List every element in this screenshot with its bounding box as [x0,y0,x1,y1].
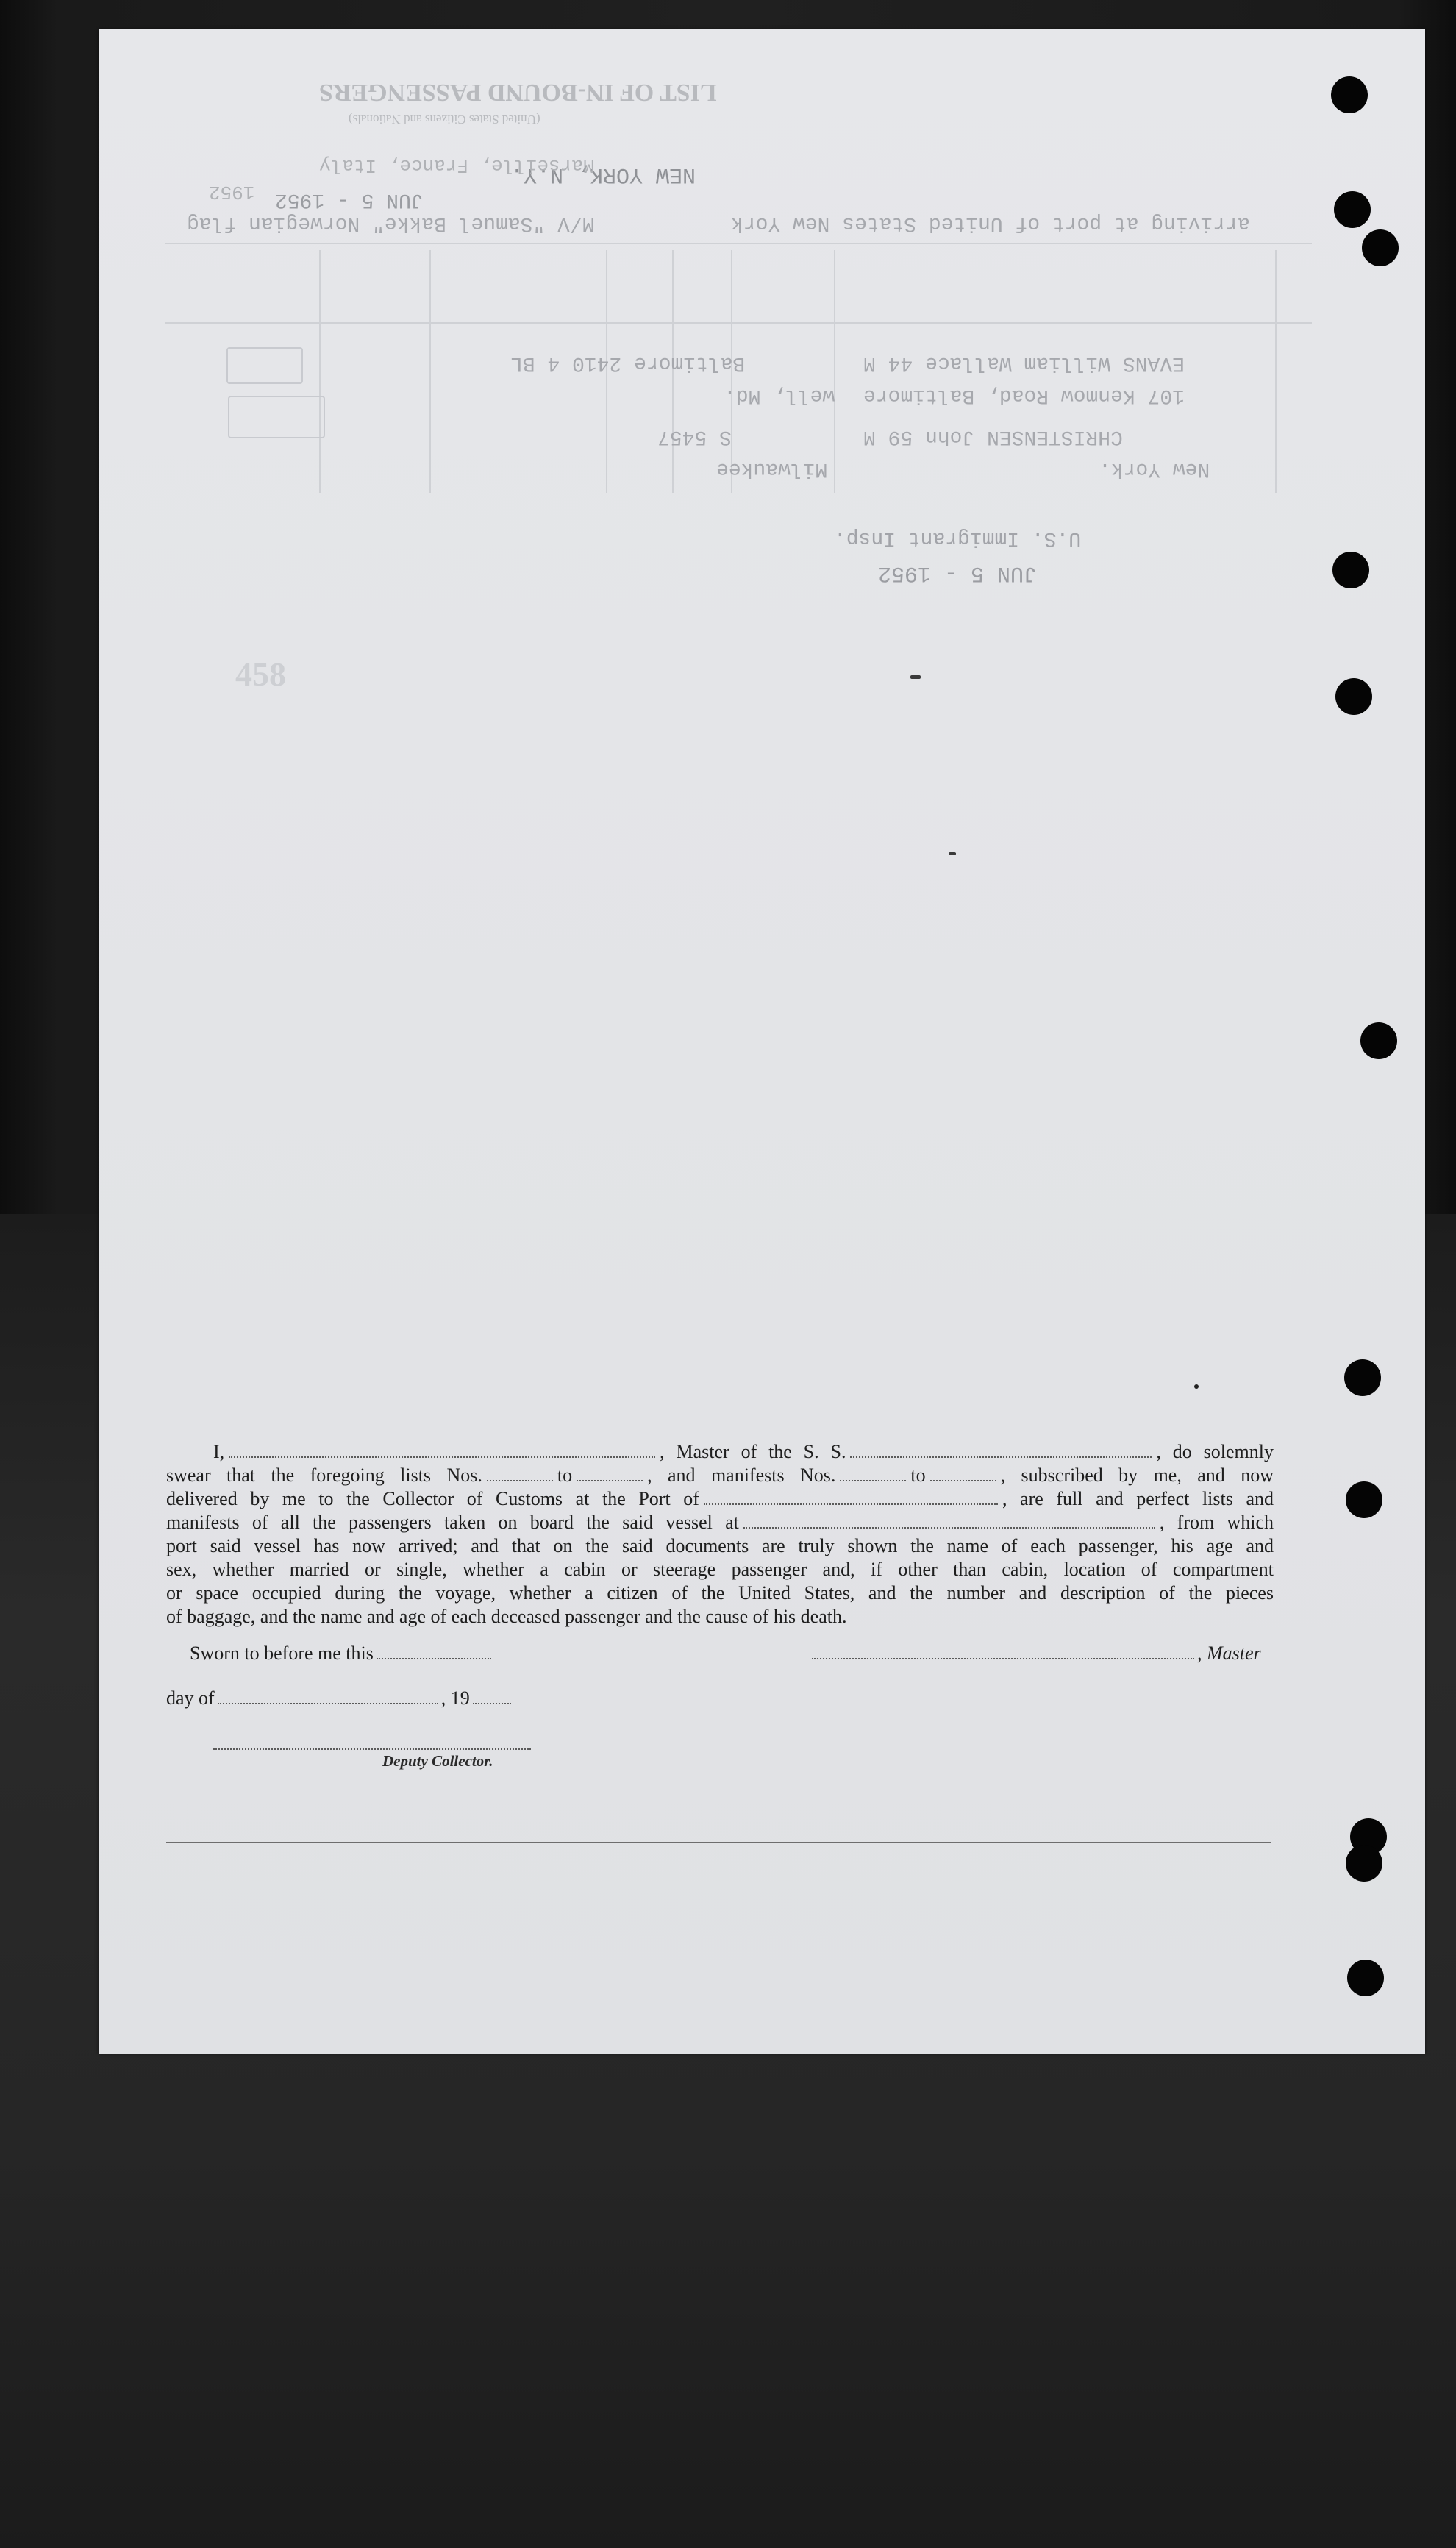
deputy-collector-label: Deputy Collector. [382,1752,493,1770]
oath-line-3: delivered by me to the Collector of Customs at the Port of , are full and perfect lists and [166,1488,1274,1509]
speck [1194,1384,1199,1389]
ship-name-blank [850,1456,1152,1458]
page-mark: 458 [235,655,286,693]
day-of-blank [218,1703,438,1704]
manifest-subtitle: (United States Citizens and Nationals) [349,113,540,127]
passenger-detail: Baltimore 2410 4 BL [510,352,746,374]
master-signature-line: , Master [809,1643,1261,1665]
passenger-name: EVANS William Wallace 44 M [863,352,1185,374]
stamp-box [228,396,325,438]
stamp-box [226,347,303,384]
departure-port-blank [743,1527,1155,1529]
column-divider [834,250,835,493]
passenger-name: CHRISTENSEN John 59 M [863,425,1123,448]
punch-hole [1347,1960,1384,1996]
day-of-line: day of , 19 [166,1687,514,1709]
master-oath-paragraph [166,1440,1274,1629]
punch-hole [1331,76,1368,113]
inspector-stamp-line: U.S. Immigrant Insp. [834,527,1082,549]
punch-hole [1360,1022,1397,1059]
speck [910,675,921,679]
oath-line-7: or space occupied during the voyage, whether a citizen of the United States, and the number and description of the pieces [166,1582,1274,1604]
manifest-year: 1952 [209,181,255,203]
year-blank [473,1703,511,1704]
passenger-address-2: Milwaukee [716,458,828,480]
punch-hole [1332,552,1369,588]
punch-hole [1344,1359,1381,1396]
list-from-blank [487,1480,553,1481]
passenger-address: New York. [1099,458,1210,480]
arrival-line: arriving at port of United States New York [731,212,1250,235]
bottom-rule [166,1842,1271,1843]
deputy-signature-blank [213,1748,531,1750]
column-divider [1275,250,1277,493]
speck [949,852,956,855]
vessel-line: M/V "Samuel Bakke" Norwegian flag [187,212,595,235]
list-to-blank [577,1480,643,1481]
passenger-address: 107 Kenmow Road, Baltimore [863,384,1185,407]
date-stamp-header: JUN 5 - 1952 [275,188,424,211]
oath-line-5: port said vessel has now arrived; and that on the said documents are truly shown the name of each passenger, his age and [166,1535,1274,1556]
oath-line-4: manifests of all the passengers taken on board the said vessel at , from which [166,1512,1274,1533]
punch-hole [1346,1481,1382,1518]
oath-line-1: I, , Master of the S. S. , do solemnly [213,1441,1274,1462]
port-stamp: NEW YORK, N.Y. [510,162,696,187]
oath-line-6: sex, whether married or single, whether a cabin or steerage passenger and, if other than cabin, location of compartment [166,1559,1274,1580]
sworn-line: Sworn to before me this [190,1643,494,1665]
departure-line: Marseille, France, Italy [319,154,595,177]
column-header-rule [165,322,1312,324]
manifest-title: LIST OF IN-BOUND PASSENGERS [319,79,717,106]
sworn-date-blank [377,1658,491,1659]
passenger-address-2: well, Md. [724,384,835,407]
punch-hole [1346,1845,1382,1882]
port-blank [704,1503,998,1505]
manifest-page [99,29,1425,2054]
manifest-from-blank [840,1480,906,1481]
master-name-blank [229,1456,655,1458]
oath-line-8: of baggage, and the name and age of each deceased passenger and the cause of his death. [166,1606,847,1627]
master-signature-blank [812,1658,1194,1659]
manifest-to-blank [930,1480,996,1481]
oath-line-2: swear that the foregoing lists Nos. to , and manifests Nos. to , subscribed by me, and now [166,1465,1274,1486]
header-rule [165,243,1312,244]
punch-hole [1335,678,1372,715]
column-divider [429,250,431,493]
column-divider [319,250,321,493]
inspector-stamp-date: JUN 5 - 1952 [878,561,1038,586]
punch-hole [1334,191,1371,228]
punch-hole [1362,229,1399,266]
passenger-detail: S 5457 [657,425,732,448]
